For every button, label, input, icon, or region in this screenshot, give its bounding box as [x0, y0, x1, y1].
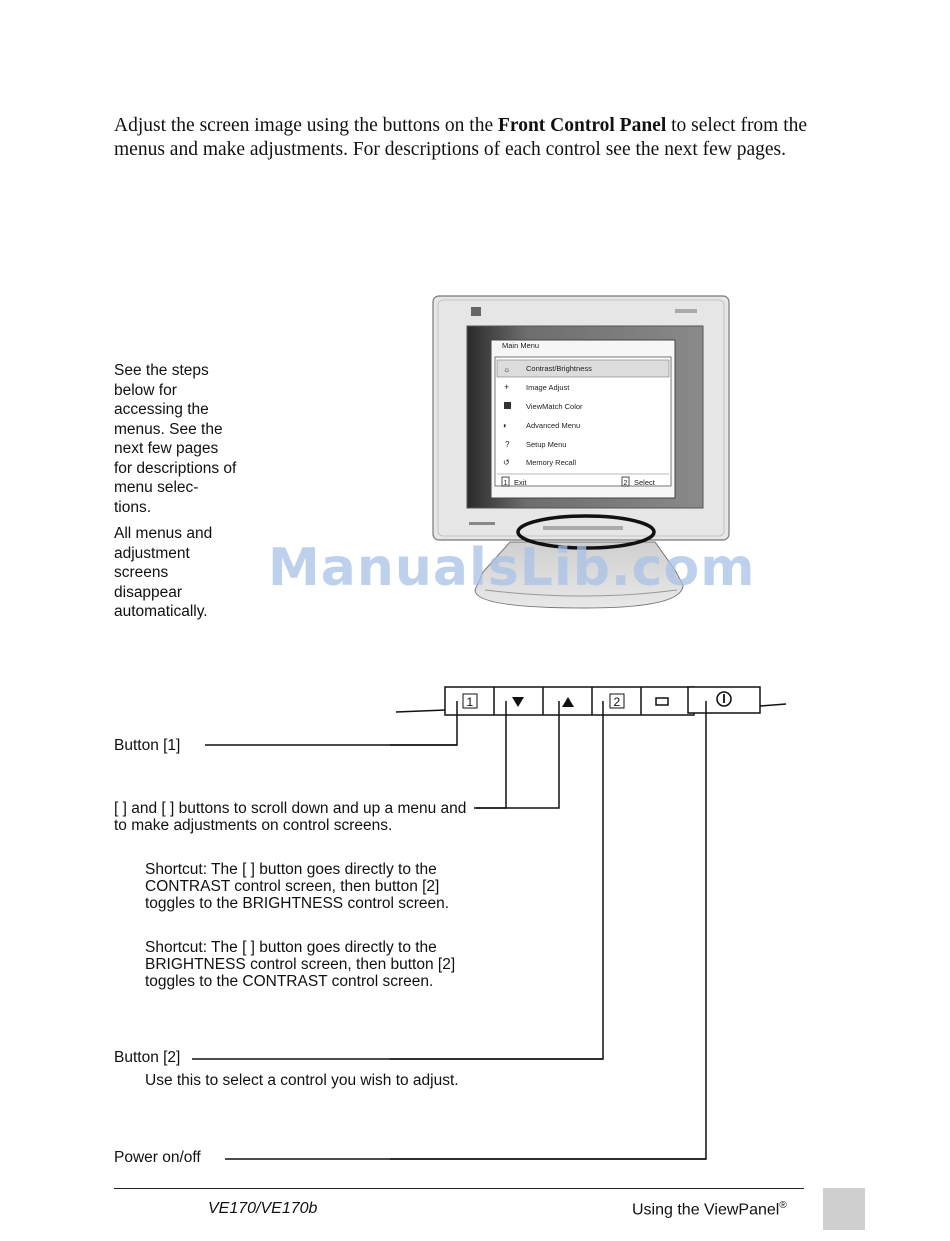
footer-rule — [114, 1188, 804, 1189]
side-note-steps: See the steps below for accessing the menus. See the next few pages for descriptions of menu selec- tions. — [114, 362, 237, 516]
leader-arrows — [506, 701, 559, 808]
setup-icon: ? — [505, 440, 510, 449]
page-tab-marker — [823, 1188, 865, 1230]
side-notes — [114, 361, 239, 629]
button-2-description: Use this to select a control you wish to adjust. — [145, 1072, 459, 1089]
osd-item: ViewMatch Color — [526, 402, 583, 411]
footer-section — [632, 1200, 787, 1219]
button-1-label: 1 — [466, 695, 474, 709]
label-button-1: Button [1] — [114, 737, 184, 754]
side-note-auto: All menus and adjustment screens disappear automatically. — [114, 525, 213, 620]
bezel-buttons — [543, 526, 623, 530]
button-2-label: 2 — [613, 695, 621, 709]
osd-select: Select — [634, 478, 655, 487]
watermark: ManualsLib.com — [268, 538, 756, 598]
brand-logo-icon — [471, 307, 481, 316]
osd-item: Advanced Menu — [526, 421, 581, 430]
osd-exit: Exit — [514, 478, 527, 487]
leader-power — [390, 701, 706, 1159]
label-button-2: Button [2] — [114, 1049, 183, 1066]
registered-mark: ® — [779, 1200, 787, 1211]
intro-text-1: Adjust the screen image using the buttons on the — [114, 115, 498, 136]
footer-section-text: Using the ViewPanel — [632, 1201, 780, 1219]
osd-item: Image Adjust — [526, 383, 570, 392]
label-scroll: [ ] and [ ] buttons to scroll down and up a menu and to make adjustments on control screens. — [114, 800, 467, 834]
shortcut-brightness: Shortcut: The [ ] button goes directly to the BRIGHTNESS control screen, then button [2] toggles to the CONTRAST control screen. — [145, 939, 456, 990]
shortcut-contrast: Shortcut: The [ ] button goes directly to the CONTRAST control screen, then button [2] toggles to the BRIGHTNESS control screen. — [145, 861, 450, 912]
osd-item: Contrast/Brightness — [526, 364, 592, 373]
label-power: Power on/off — [114, 1149, 211, 1166]
intro-bold: Front Control Panel — [497, 115, 667, 136]
control-panel-diagram — [390, 680, 790, 1170]
osd-title: Main Menu — [502, 341, 540, 350]
contrast-icon: ☼ — [503, 365, 511, 374]
intro-paragraph — [114, 114, 814, 161]
viewmatch-icon — [504, 402, 511, 409]
advanced-icon: ◐ — [503, 421, 508, 430]
osd-item: Setup Menu — [526, 440, 567, 449]
image-adjust-icon: + — [504, 382, 510, 392]
osd-exit-num: 1 — [503, 480, 508, 487]
intro-text-2: to select from the menus and make adjustments. For descriptions of each control see the next few pages. — [114, 115, 808, 160]
osd-item: Memory Recall — [526, 458, 577, 467]
osd-select-num: 2 — [623, 480, 628, 487]
memory-icon: ↺ — [503, 458, 510, 467]
footer-model: VE170/VE170b — [208, 1200, 318, 1217]
